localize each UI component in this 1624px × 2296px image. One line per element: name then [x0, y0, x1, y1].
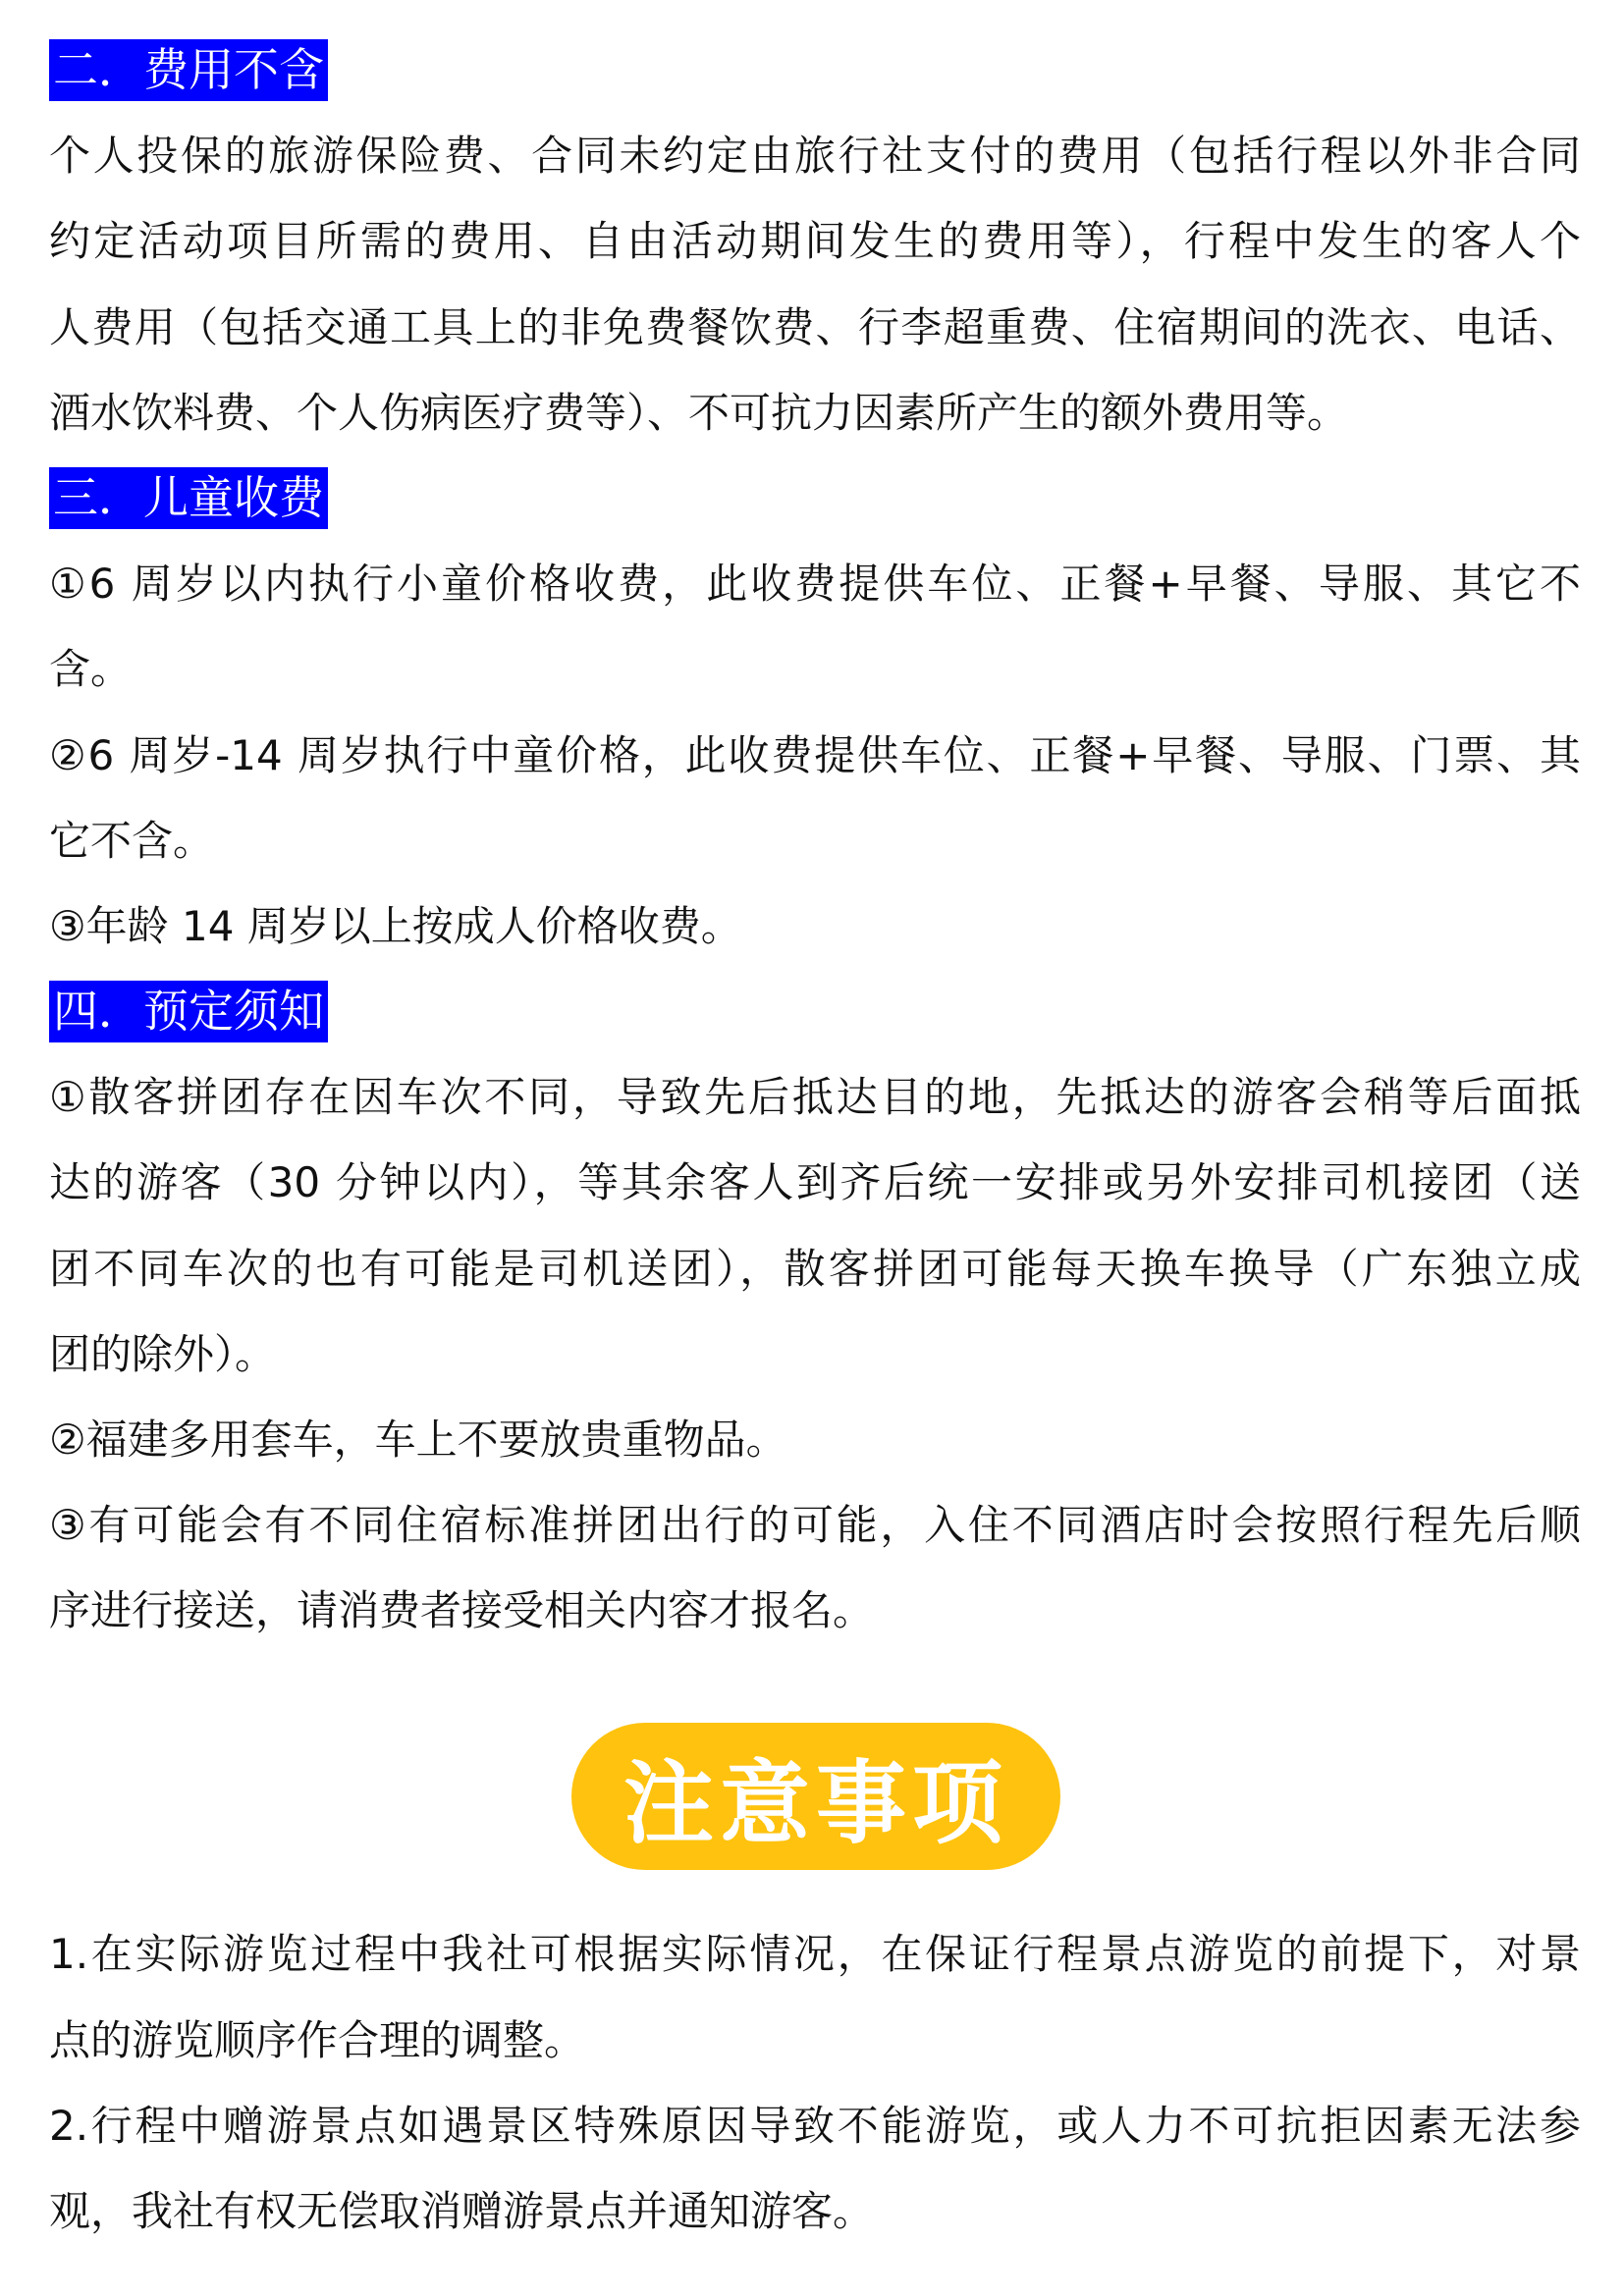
paragraph — [0, 113, 1624, 455]
notice-banner — [571, 1723, 1060, 1870]
paragraph — [0, 1054, 1624, 1397]
text-line: 约定活动项目所需的费用、自由活动期间发生的费用等），行程中发生的客人个 — [49, 217, 1581, 266]
section-child-fees — [0, 455, 1624, 969]
text-line: 个人投保的旅游保险费、合同未约定由旅行社支付的费用（包括行程以外非合同 — [49, 132, 1581, 181]
notice-banner-wrap — [0, 1654, 1624, 1912]
section-heading-row — [49, 969, 1581, 1054]
text-line: 团不同车次的也有可能是司机送团），散客拼团可能每天换车换导（广东独立成 — [49, 1244, 1581, 1293]
paragraph — [0, 1911, 1624, 2082]
paragraph — [0, 2083, 1624, 2254]
paragraph — [0, 1482, 1624, 1653]
notice-title: 注意事项 — [623, 1749, 1008, 1856]
text-line: 酒水饮料费、个人伤病医疗费等）、不可抗力因素所产生的额外费用等。 — [49, 388, 1349, 437]
section-heading: 四．预定须知 — [49, 981, 328, 1042]
paragraph — [0, 1397, 1624, 1482]
text-line: 含。 — [49, 645, 133, 694]
section-heading: 三．儿童收费 — [49, 467, 328, 529]
text-line: 观，我社有权无偿取消赠游景点并通知游客。 — [49, 2186, 875, 2235]
section-heading: 二．费用不含 — [49, 39, 328, 101]
text-line: ①6 周岁以内执行小童价格收费，此收费提供车位、正餐+早餐、导服、其它不 — [49, 560, 1581, 609]
text-line: 人费用（包括交通工具上的非免费餐饮费、行李超重费、住宿期间的洗衣、电话、 — [49, 302, 1581, 351]
section-notices — [0, 1911, 1624, 2254]
section-booking-notes — [0, 969, 1624, 1654]
text-line: 2.行程中赠游景点如遇景区特殊原因导致不能游览，或人力不可抗拒因素无法参 — [49, 2101, 1581, 2150]
text-line: ③有可能会有不同住宿标准拼团出行的可能，入住不同酒店时会按照行程先后顺 — [49, 1501, 1581, 1550]
paragraph — [0, 713, 1624, 883]
text-line: 点的游览顺序作合理的调整。 — [49, 2015, 586, 2064]
section-heading-row — [49, 455, 1581, 541]
text-line: ③年龄 14 周岁以上按成人价格收费。 — [49, 901, 742, 950]
text-line: ①散客拼团存在因车次不同，导致先后抵达目的地，先抵达的游客会稍等后面抵 — [49, 1073, 1581, 1122]
section-fees-excluded — [0, 27, 1624, 455]
paragraph — [0, 883, 1624, 969]
text-line: ②福建多用套车，车上不要放贵重物品。 — [49, 1415, 787, 1464]
text-line: 序进行接送，请消费者接受相关内容才报名。 — [49, 1586, 875, 1635]
text-line: 它不含。 — [49, 816, 215, 865]
paragraph — [0, 541, 1624, 712]
section-heading-row — [49, 27, 1581, 113]
text-line: 达的游客（30 分钟以内），等其余客人到齐后统一安排或另外安排司机接团（送 — [49, 1158, 1581, 1207]
text-line: 1.在实际游览过程中我社可根据实际情况，在保证行程景点游览的前提下，对景 — [49, 1930, 1581, 1979]
text-line: ②6 周岁-14 周岁执行中童价格，此收费提供车位、正餐+早餐、导服、门票、其 — [49, 730, 1581, 779]
text-line: 团的除外）。 — [49, 1329, 277, 1378]
